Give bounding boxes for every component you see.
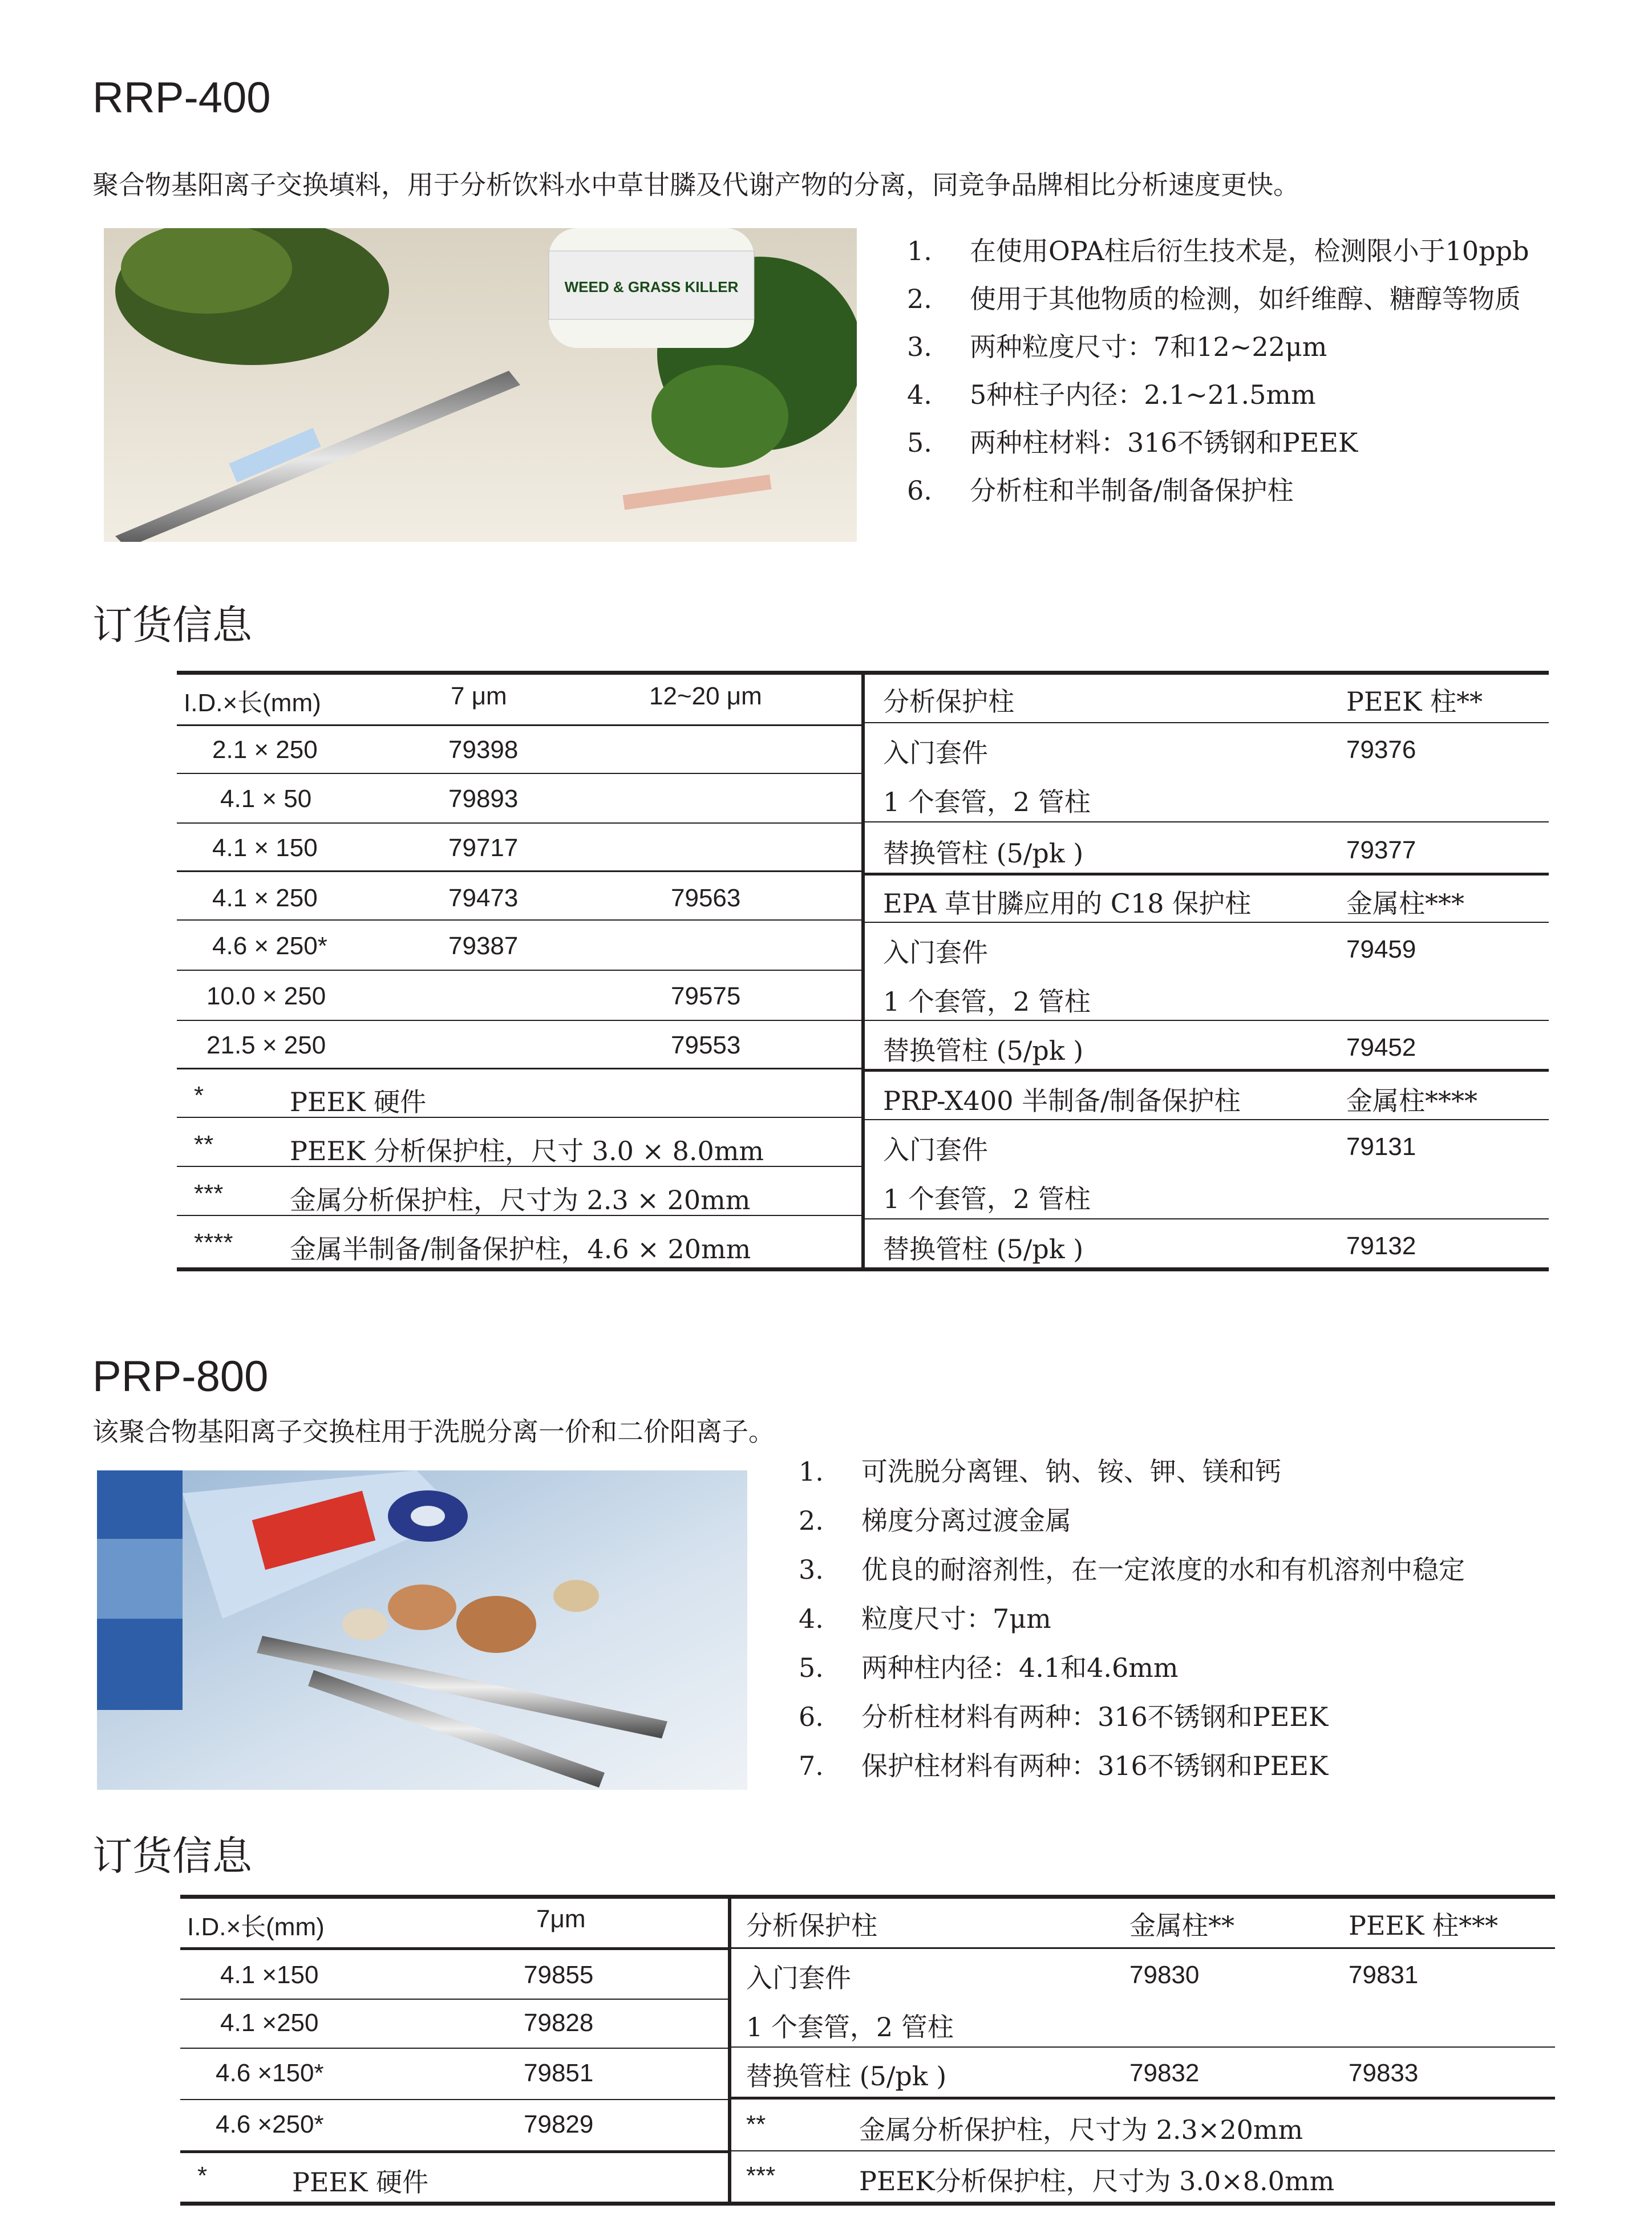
table-cell: 1 个套管，2 管柱: [883, 1184, 1091, 1214]
footnote-text: 金属分析保护柱，尺寸为 2.3×20mm: [859, 2114, 1303, 2145]
table-cell: 替换管柱 (5/pk ): [746, 2061, 947, 2092]
footnote-mark: ****: [194, 1229, 233, 1257]
footnote-text: 金属半制备/制备保护柱，4.6 × 20mm: [290, 1234, 751, 1265]
table-cell: 4.1 × 250: [212, 884, 318, 912]
footnote-mark: **: [194, 1130, 214, 1158]
table-cell: 入门套件: [883, 937, 988, 968]
table-cell: 79851: [524, 2059, 594, 2087]
footnote-mark: *: [194, 1081, 204, 1109]
feature-item: 6. 分析柱材料有两种：316不锈钢和PEEK: [799, 1701, 1329, 1732]
feature-item: 1. 可洗脱分离锂、钠、铵、钾、镁和钙: [799, 1456, 1281, 1487]
footnote-mark: *: [197, 2162, 208, 2190]
table-cell: 替换管柱 (5/pk ): [883, 838, 1084, 869]
table-cell: 79377: [1346, 836, 1416, 864]
table-cell: 替换管柱 (5/pk ): [883, 1035, 1084, 1066]
table-cell: 入门套件: [746, 1963, 851, 1993]
footnote-text: PEEK分析保护柱，尺寸为 3.0×8.0mm: [859, 2166, 1335, 2196]
rrp400-product-photo: [104, 228, 857, 542]
footnote-mark: ***: [194, 1180, 224, 1207]
guard-header: 分析保护柱: [883, 686, 1014, 717]
prp800-order-title: 订货信息: [92, 1833, 252, 1879]
prp800-product-photo: [97, 1470, 747, 1790]
table-cell: 1 个套管，2 管柱: [883, 787, 1091, 817]
feature-item: 6. 分析柱和半制备/制备保护柱: [907, 475, 1294, 506]
table-cell: 4.1 × 150: [212, 834, 318, 862]
section-title-rrp400: RRP-400: [92, 74, 271, 122]
table-cell: 4.1 ×250: [220, 2009, 319, 2037]
guard-header: 金属柱**: [1129, 1910, 1234, 1941]
column-header: 12~20 μm: [649, 682, 762, 710]
prp800-intro: 该聚合物基阳离子交换柱用于洗脱分离一价和二价阳离子。: [92, 1416, 775, 1447]
feature-item: 2. 使用于其他物质的检测，如纤维醇、糖醇等物质: [907, 283, 1521, 314]
column-header: 7 μm: [451, 682, 507, 710]
table-cell: 2.1 × 250: [212, 736, 318, 764]
table-cell: 79563: [671, 884, 741, 912]
table-cell: 79575: [671, 982, 741, 1010]
table-cell: 4.1 ×150: [220, 1961, 319, 1989]
guard-header: 金属柱***: [1346, 888, 1464, 919]
feature-item: 5. 两种柱材料：316不锈钢和PEEK: [907, 427, 1358, 458]
feature-item: 3. 优良的耐溶剂性，在一定浓度的水和有机溶剂中稳定: [799, 1554, 1465, 1585]
section-title-prp800: PRP-800: [92, 1352, 269, 1401]
guard-header: PRP-X400 半制备/制备保护柱: [883, 1085, 1241, 1116]
bottle-label: WEED & GRASS KILLER: [564, 278, 739, 295]
guard-header: 分析保护柱: [746, 1910, 877, 1941]
footnote-text: PEEK 硬件: [292, 2167, 429, 2198]
table-cell: 4.6 ×150*: [216, 2059, 324, 2087]
table-cell: 79855: [524, 1961, 594, 1989]
table-cell: 79832: [1129, 2059, 1200, 2087]
rrp400-intro: 聚合物基阳离子交换填料，用于分析饮料水中草甘膦及代谢产物的分离，同竞争品牌相比分析速度更快。: [92, 169, 1299, 200]
footnote-mark: ***: [746, 2162, 776, 2190]
table-cell: 4.6 × 250*: [212, 932, 327, 960]
feature-item: 4. 粒度尺寸：7μm: [799, 1603, 1051, 1634]
table-cell: 79132: [1346, 1232, 1416, 1260]
table-cell: 79452: [1346, 1034, 1416, 1061]
footnote-text: PEEK 分析保护柱，尺寸 3.0 × 8.0mm: [290, 1136, 764, 1166]
feature-item: 5. 两种柱内径：4.1和4.6mm: [799, 1652, 1179, 1683]
footnote-mark: **: [746, 2110, 766, 2138]
guard-header: 金属柱****: [1346, 1085, 1477, 1116]
table-cell: 79829: [524, 2110, 594, 2138]
table-cell: 79828: [524, 2009, 594, 2037]
guard-header: EPA 草甘膦应用的 C18 保护柱: [883, 888, 1252, 919]
footnote-text: 金属分析保护柱，尺寸为 2.3 × 20mm: [290, 1185, 751, 1215]
table-cell: 79553: [671, 1031, 741, 1059]
table-cell: 79473: [448, 884, 519, 912]
guard-header: PEEK 柱***: [1349, 1910, 1499, 1941]
table-cell: 1 个套管，2 管柱: [746, 2012, 954, 2042]
table-cell: 4.1 × 50: [220, 785, 312, 813]
footnote-text: PEEK 硬件: [290, 1087, 427, 1117]
table-cell: 79833: [1349, 2059, 1419, 2087]
feature-item: 1. 在使用OPA柱后衍生技术是，检测限小于10ppb: [907, 236, 1529, 266]
table-cell: 79387: [448, 932, 519, 960]
table-cell: 21.5 × 250: [206, 1031, 326, 1059]
table-cell: 入门套件: [883, 1134, 988, 1165]
feature-item: 2. 梯度分离过渡金属: [799, 1505, 1071, 1536]
guard-header: PEEK 柱**: [1346, 686, 1483, 717]
table-cell: 79831: [1349, 1961, 1419, 1989]
rrp400-order-title: 订货信息: [92, 602, 252, 649]
feature-item: 7. 保护柱材料有两种：316不锈钢和PEEK: [799, 1750, 1329, 1781]
feature-item: 3. 两种粒度尺寸：7和12~22μm: [907, 331, 1327, 362]
table-cell: 4.6 ×250*: [216, 2110, 324, 2138]
feature-item: 4. 5种柱子内径：2.1~21.5mm: [907, 379, 1316, 410]
table-cell: 79893: [448, 785, 519, 813]
table-cell: 79376: [1346, 736, 1416, 764]
column-header: 7μm: [536, 1905, 586, 1933]
table-cell: 79459: [1346, 935, 1416, 963]
table-cell: 79398: [448, 736, 519, 764]
table-cell: 10.0 × 250: [206, 982, 326, 1010]
table-cell: 79830: [1129, 1961, 1200, 1989]
table-cell: 79717: [448, 834, 519, 862]
table-cell: 79131: [1346, 1133, 1416, 1161]
column-header: I.D.×长(mm): [187, 1913, 325, 1941]
column-header: I.D.×长(mm): [184, 689, 321, 717]
table-cell: 替换管柱 (5/pk ): [883, 1234, 1084, 1265]
table-cell: 入门套件: [883, 737, 988, 768]
table-cell: 1 个套管，2 管柱: [883, 986, 1091, 1017]
